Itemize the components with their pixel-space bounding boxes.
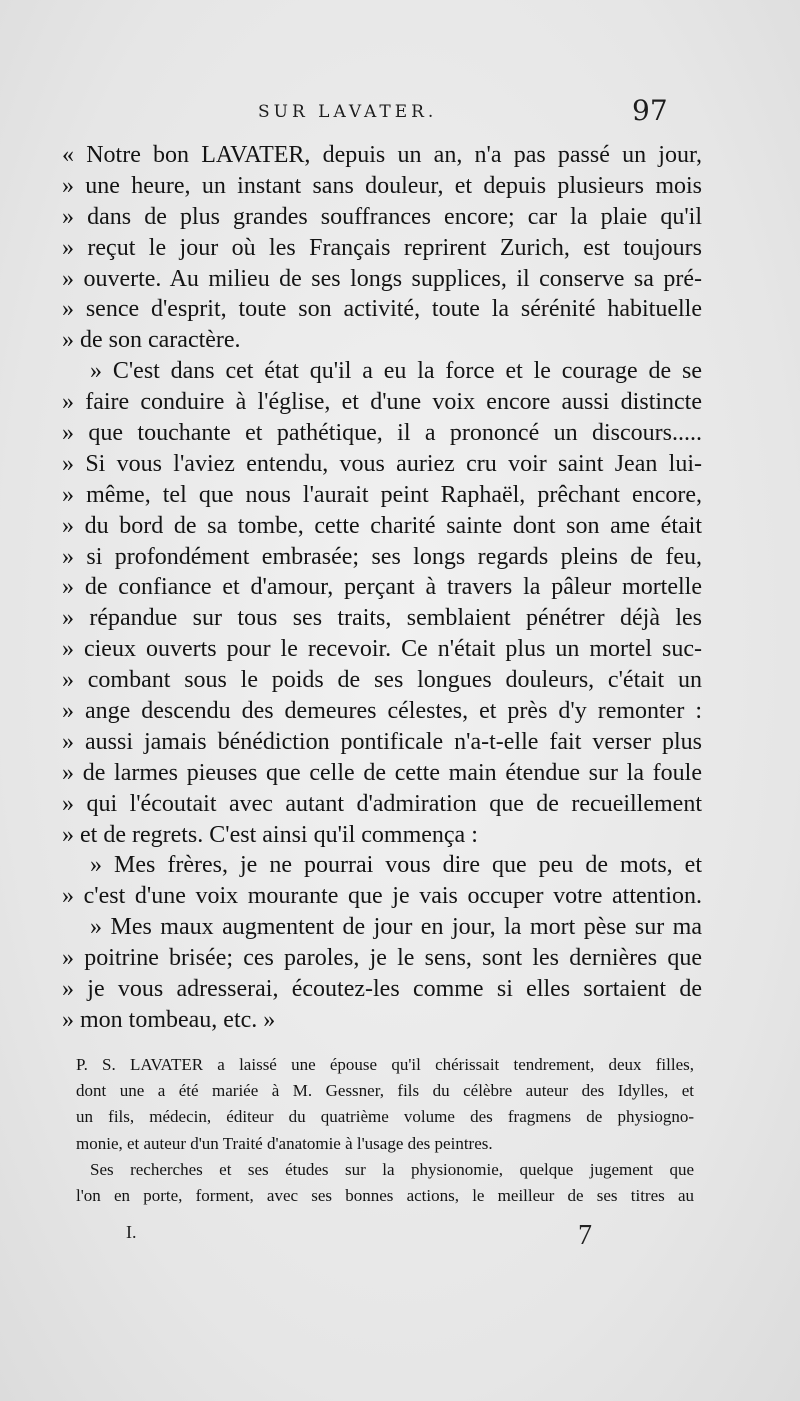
text-line: » que touchante et pathétique, il a prononcé un discours..... (62, 420, 702, 447)
text-line: » ange descendu des demeures célestes, et près d'y remonter : (62, 698, 702, 725)
text-line: » cieux ouverts pour le recevoir. Ce n'était plus un mortel suc- (62, 636, 702, 663)
running-head: SUR LAVATER. (258, 102, 438, 122)
text-line: » je vous adresserai, écoutez-les comme si elles sortaient de (62, 976, 702, 1003)
page-header (0, 92, 800, 132)
text-line: » une heure, un instant sans douleur, et depuis plusieurs mois (62, 172, 702, 199)
text-line: » mon tombeau, etc. » (62, 1006, 276, 1033)
note-line: monie, et auteur d'un Traité d'anatomie à l'usage des peintres. (76, 1133, 493, 1153)
text-line: » si profondément embrasée; ses longs regards pleins de feu, (62, 543, 702, 570)
text-line: » ouverte. Au milieu de ses longs supplices, il conserve sa pré- (62, 265, 702, 292)
text-line: » Mes frères, je ne pourrai vous dire que peu de mots, et (90, 852, 702, 879)
text-line: » même, tel que nous l'aurait peint Raphaël, prêchant encore, (62, 481, 702, 508)
text-line: » et de regrets. C'est ainsi qu'il commença : (62, 821, 478, 848)
text-line: » C'est dans cet état qu'il a eu la force et le courage de se (90, 358, 702, 385)
note-line: P. S. LAVATER a laissé une épouse qu'il chérissait tendrement, deux filles, (76, 1055, 694, 1074)
signature-number: 7 (578, 1220, 592, 1251)
text-line: » qui l'écoutait avec autant d'admiration que de recueillement (62, 790, 702, 817)
text-line: « Notre bon LAVATER, depuis un an, n'a pas passé un jour, (62, 142, 702, 168)
text-line: » aussi jamais bénédiction pontificale n'a-t-elle fait verser plus (62, 728, 702, 755)
main-text (62, 140, 702, 1036)
text-line: » reçut le jour où les Français reprirent Zurich, est toujours (62, 234, 702, 261)
page-number: 97 (632, 94, 668, 127)
note-line: Ses recherches et ses études sur la physionomie, quelque jugement que (90, 1159, 694, 1179)
page-footer (0, 1222, 800, 1262)
signature-mark: I. (126, 1222, 137, 1242)
text-line: » Mes maux augmentent de jour en jour, la mort pèse sur ma (90, 914, 702, 941)
text-line: » combant sous le poids de ses longues douleurs, c'était un (62, 667, 702, 694)
text-line: » de larmes pieuses que celle de cette main étendue sur la foule (62, 759, 702, 786)
text-line: » faire conduire à l'église, et d'une voix encore aussi distincte (62, 389, 702, 416)
text-line: » répandue sur tous ses traits, semblaient pénétrer déjà les (62, 605, 702, 632)
postscript-note (76, 1052, 694, 1209)
text-line: » de son caractère. (62, 327, 241, 354)
note-line: un fils, médecin, éditeur du quatrième volume des fragmens de physiogno- (76, 1107, 694, 1127)
text-line: » Si vous l'aviez entendu, vous auriez cru voir saint Jean lui- (62, 450, 702, 477)
note-line: l'on en porte, forment, avec ses bonnes actions, le meilleur de ses titres au (76, 1185, 694, 1205)
text-line: » sence d'esprit, toute son activité, toute la sérénité habituelle (62, 296, 702, 323)
text-line: » c'est d'une voix mourante que je vais occuper votre attention. (62, 883, 702, 910)
text-line: » poitrine brisée; ces paroles, je le sens, sont les dernières que (62, 945, 702, 972)
text-line: » dans de plus grandes souffrances encore; car la plaie qu'il (62, 203, 702, 230)
text-line: » de confiance et d'amour, perçant à travers la pâleur mortelle (62, 574, 702, 601)
note-line: dont une a été mariée à M. Gessner, fils du célèbre auteur des Idylles, et (76, 1081, 694, 1101)
text-line: » du bord de sa tombe, cette charité sainte dont son ame était (62, 512, 702, 539)
